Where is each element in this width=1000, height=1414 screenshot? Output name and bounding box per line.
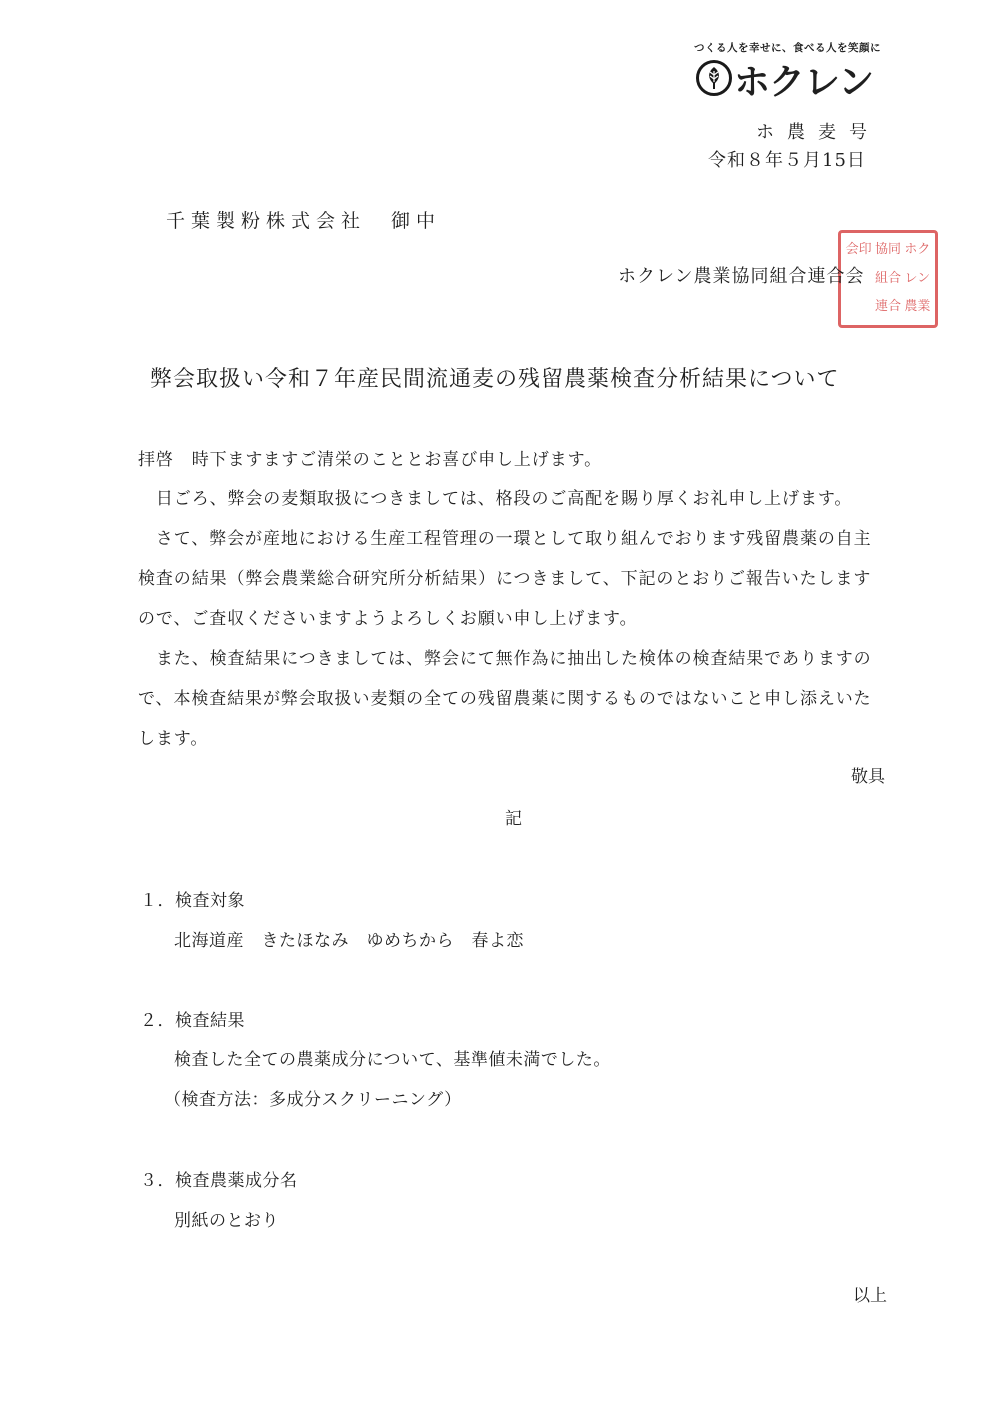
seal-character: レン — [904, 270, 931, 286]
addressee: 千葉製粉株式会社 御中 — [166, 210, 442, 232]
body-line: します。 — [138, 729, 209, 749]
logo-tagline: つくる人を幸せに、食べる人を笑顔に — [694, 42, 881, 54]
section-text: 北海道産 きたほなみ ゆめちから 春よ恋 — [174, 931, 524, 951]
body-line: さて、弊会が産地における生産工程管理の一環として取り組んでおります残留農薬の自主 — [138, 529, 872, 549]
section-text: 別紙のとおり — [174, 1211, 279, 1231]
document-date: 令和８年５月15日 — [708, 150, 866, 171]
hokuren-leaf-icon — [696, 60, 732, 96]
document-title: 弊会取扱い令和７年産民間流通麦の残留農薬検査分析結果について — [150, 367, 840, 392]
section-heading: ２．検査結果 — [140, 1011, 245, 1031]
section-note: （検査方法：多成分スクリーニング） — [164, 1090, 462, 1110]
section-heading: ３．検査農薬成分名 — [140, 1171, 298, 1191]
section-text: 検査した全ての農薬成分について、基準値未満でした。 — [174, 1050, 611, 1070]
section-heading: １．検査対象 — [140, 891, 245, 911]
logo-wordmark: ホクレン — [734, 62, 874, 103]
body-line: 日ごろ、弊会の麦類取扱につきましては、格段のご高配を賜り厚くお礼申し上げます。 — [138, 489, 853, 509]
body-line: で、本検査結果が弊会取扱い麦類の全ての残留農薬に関するものではないこと申し添えいた — [138, 689, 872, 709]
ki-marker: 記 — [505, 809, 522, 829]
body-line: また、検査結果につきましては、弊会にて無作為に抽出した検体の検査結果でありますの — [138, 649, 872, 669]
closing-keigu: 敬具 — [851, 767, 885, 787]
seal-character: 組合 — [874, 270, 901, 286]
hokuren-logo — [696, 58, 874, 103]
seal-character — [844, 293, 873, 322]
sender-name: ホクレン農業協同組合連合会 — [618, 266, 865, 287]
body-line: 拝啓 時下ますますご清栄のこととお喜び申し上げます。 — [138, 450, 603, 470]
end-ijou: 以上 — [853, 1286, 887, 1306]
seal-character: 協同 — [874, 242, 901, 257]
seal-character: 連合 — [874, 299, 901, 315]
seal-character: 会印 — [845, 242, 872, 257]
seal-character: 農業 — [904, 299, 931, 315]
seal-character: ホク — [904, 242, 931, 257]
document-number: ホ農麦号 — [756, 122, 880, 143]
body-line: ので、ご査収くださいますようよろしくお願い申し上げます。 — [138, 609, 638, 629]
body-line: 検査の結果（弊会農業総合研究所分析結果）につきまして、下記のとおりご報告いたします — [138, 569, 872, 589]
